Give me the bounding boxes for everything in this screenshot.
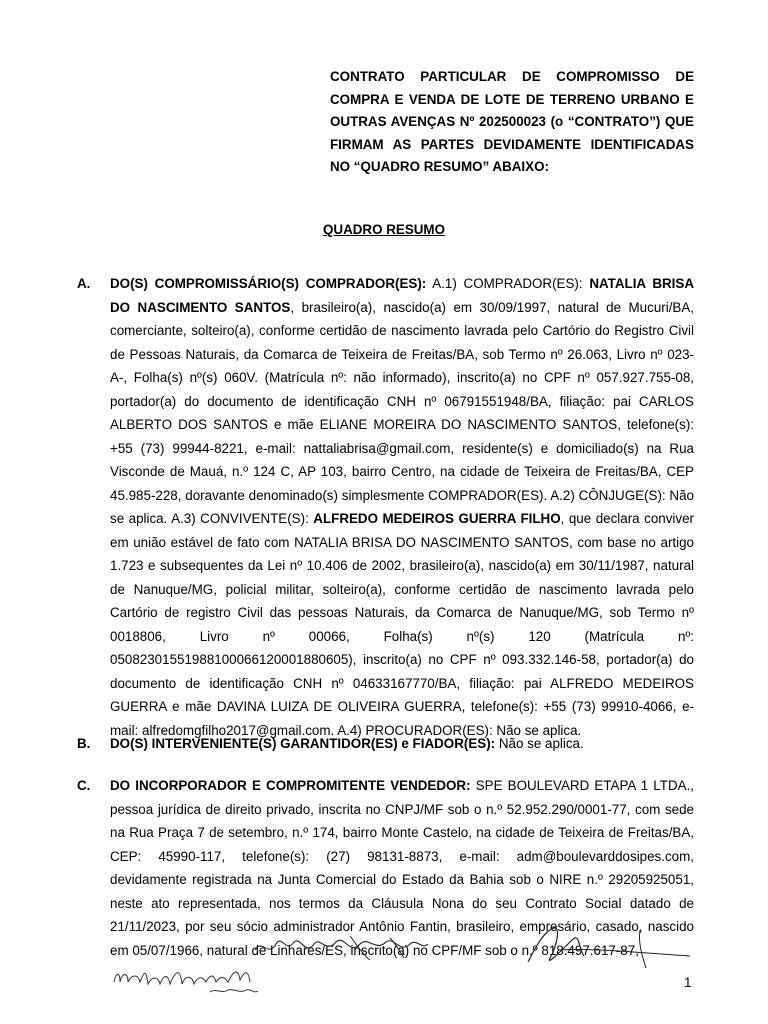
section-c-letter: C.	[77, 778, 91, 793]
buyer-handwritten-signature	[110, 960, 270, 1004]
quadro-resumo-heading: QUADRO RESUMO	[322, 222, 445, 237]
section-c-heading: DO INCORPORADOR E COMPROMITENTE VENDEDOR:	[110, 778, 471, 793]
partner-name: ALFREDO MEDEIROS GUERRA FILHO	[313, 511, 561, 526]
section-a-body	[110, 272, 694, 742]
section-b	[77, 732, 694, 756]
section-b-body	[110, 732, 694, 756]
section-a-heading: DO(S) COMPROMISSÁRIO(S) COMPRADOR(ES):	[110, 276, 427, 291]
buyer-name: NATALIA BRISA DO NASCIMENTO SANTOS	[110, 276, 694, 315]
section-a-letter: A.	[77, 276, 91, 291]
section-a-text-2: , brasileiro(a), nascido(a) em 30/09/1997, natural de Mucuri/BA, comerciante, solteiro(a), conforme certidão de nascimento lavrada pelo Cartório do Registro Civil de Pessoas Naturais, da Comarca de Teixeira de Freitas/BA, sob Termo nº 26.063, Livro nº 023-A-, Folha(s) nº(s) 060V. (Matrícula nº: não informado), inscrito(a) no CPF nº 057.927.755-08, portador(a) do documento de identificação CNH nº 06791551948/BA, filiação: pai CARLOS ALBERTO DOS SANTOS e mãe ELIANE MOREIRA DO NASCIMENTO SANTOS, telefone(s): +55 (73) 99944-8221, e-mail: nattaliabrisa@gmail.com, residente(s) e domiciliado(s) na Rua Visconde de Mauá, n.º 124 C, AP 103, bairro Centro, na cidade de Teixeira de Freitas/BA, CEP 45.985-228, doravante denominado(s) simplesmente COMPRADOR(ES). A.2) CÔNJUGE(S): Não se aplica. A.3) CONVIVENTE(S):	[110, 299, 695, 526]
handwritten-initials-signature	[250, 930, 440, 964]
section-b-text: Não se aplica.	[495, 736, 584, 751]
rubric-signature	[520, 922, 700, 972]
section-a-text-3: , que declara conviver em união estável de fato com NATALIA BRISA DO NASCIMENTO SANTOS, com base no artigo 1.723 e subsequentes da Lei nº 10.406 de 2002, brasileiro(a), nascido(a) em 30/11/1987, natural de Nanuque/MG, policial militar, solteiro(a), conforme certidão de nascimento lavrada pelo Cartório de registro Civil das pessoas Naturais, da Comarca de Nanuque/MG, sob Termo nº 0018806, Livro nº 00066, Folha(s) nº(s) 120 (Matrícula nº: 05082301551988100066120001880605), inscrito(a) no CPF nº 093.332.146-58, portador(a) do documento de identificação CNH nº 04633167770/BA, filiação: pai ALFREDO MEDEIROS GUERRA e mãe DAVINA LUIZA DE OLIVEIRA GUERRA, telefone(s): +55 (73) 99910-4066, e-mail: alfredomgfilho2017@gmail.com. A.4) PROCURADOR(ES): Não se aplica.	[110, 511, 694, 738]
section-a-text-1: A.1) COMPRADOR(ES):	[426, 276, 590, 291]
section-b-heading: DO(S) INTERVENIENTE(S) GARANTIDOR(ES) e FIADOR(ES):	[110, 736, 496, 751]
section-c-text: SPE BOULEVARD ETAPA 1 LTDA., pessoa jurídica de direito privado, inscrita no CNPJ/MF sob o n.º 52.952.290/0001-77, com sede na Rua Praça 7 de setembro, n.º 174, bairro Monte Castelo, na cidade de Teixeira de Freitas/BA, CEP: 45990-117, telefone(s): (27) 98131-8873, e-mail: adm@boulevarddosipes.com, devidamente registrada na Junta Comercial do Estado da Bahia sob o NIRE n.º 29205925051, neste ato representada, nos termos da Cláusula Nona do seu Contrato Social datado de 21/11/2023, por seu sócio administrador Antônio Fantin, brasileiro, empresário, casado, nascido em 05/07/1966, natural de Linhares/ES, inscrito(a) no CPF/MF sob o n.º 818.497.617-87,	[110, 778, 694, 958]
page-number: 1	[684, 975, 692, 990]
section-a	[77, 272, 694, 742]
section-b-letter: B.	[77, 736, 91, 751]
contract-title: CONTRATO PARTICULAR DE COMPROMISSO DE COMPRA E VENDA DE LOTE DE TERRENO URBANO E OUTRAS AVENÇAS Nº 202500023 (o “CONTRATO”) QUE FIRMAM AS PARTES DEVIDAMENTE IDENTIFICADAS NO “QUADRO RESUMO” ABAIXO:	[330, 69, 694, 175]
